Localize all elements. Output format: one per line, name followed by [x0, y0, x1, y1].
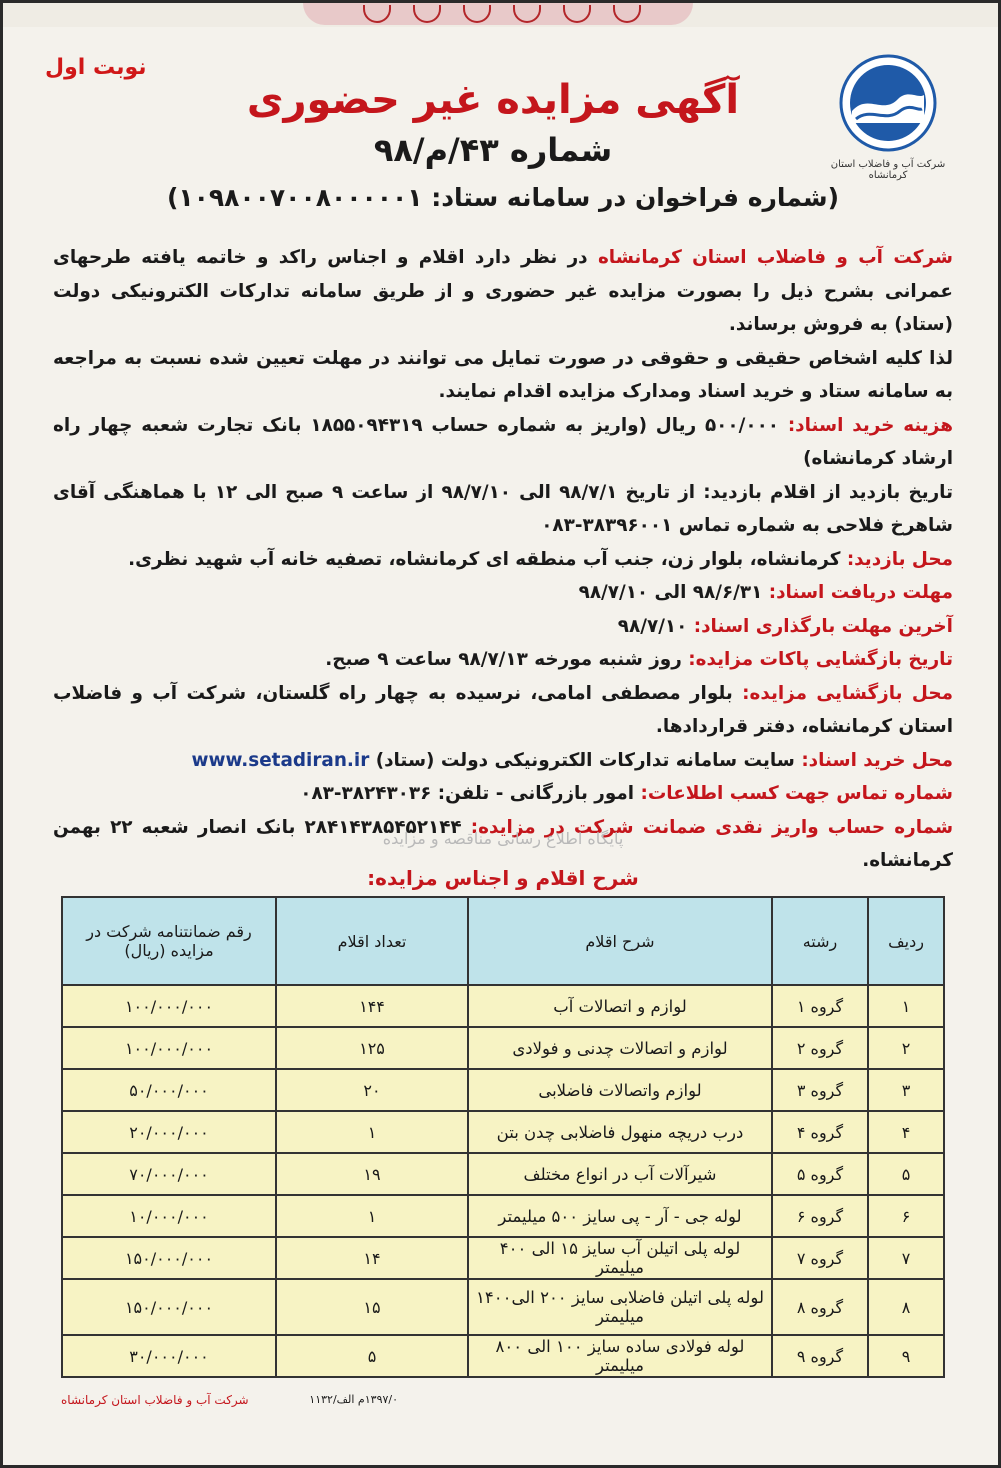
col-guarantee: رقم ضمانتنامه شرکت در مزایده (ریال) — [62, 897, 276, 985]
footer-company: شرکت آب و فاضلاب استان کرمانشاه — [61, 1393, 249, 1407]
visit-place: محل بازدید: کرمانشاه، بلوار زن، جنب آب منطقه ای کرمانشاه، تصفیه خانه آب شهید نظری. — [128, 548, 953, 570]
intro-paragraph: شرکت آب و فاضلاب استان کرمانشاه در نظر دارد اقلام و اجناس راکد و خاتمه یافته طرحهای عمرانی بشرح ذیل را بصورت مزایده غیر حضوری و از طریق سامانه تدارکات الکترونیکی دولت (ستاد) به فروش برساند. — [53, 247, 954, 335]
visit-date: تاریخ بازدید از اقلام بازدید: از تاریخ ۹۸/۷/۱ الی ۹۸/۷/۱۰ از ساعت ۹ صبح الی ۱۲ با هماهنگی آقای شاهرخ فلاحی به شماره تماس ۳۸۳۹۶۰۰۱-۰۸۳ — [53, 481, 953, 536]
ornament-band — [303, 3, 693, 25]
table-row: ۷ گروه ۷ لوله پلی اتیلن آب سایز ۱۵ الی ۴۰۰ میلیمتر ۱۴ ۱۵۰/۰۰۰/۰۰۰ — [62, 1237, 944, 1279]
top-decoration — [3, 3, 998, 27]
receive-deadline: مهلت دریافت اسناد: ۹۸/۶/۳۱ الی ۹۸/۷/۱۰ — [578, 582, 953, 603]
table-row: ۵ گروه ۵ شیرآلات آب در انواع مختلف ۱۹ ۷۰/۰۰۰/۰۰۰ — [62, 1153, 944, 1195]
website-link[interactable]: www.setadiran.ir — [191, 749, 370, 771]
doc-fee: هزینه خرید اسناد: ۵۰۰/۰۰۰ ریال (واریز به شماره حساب ۱۸۵۵۰۹۴۳۱۹ بانک تجارت شعبه چهار راه ارشاد کرمانشاه) — [53, 414, 953, 469]
contact: شماره تماس جهت کسب اطلاعات: امور بازرگانی - تلفن: ۳۸۲۴۳۰۳۶-۰۸۳ — [300, 783, 953, 804]
table-row: ۳ گروه ۳ لوازم واتصالات فاضلابی ۲۰ ۵۰/۰۰۰/۰۰۰ — [62, 1069, 944, 1111]
table-row: ۴ گروه ۴ درب دریچه منهول فاضلابی چدن بتن ۱ ۲۰/۰۰۰/۰۰۰ — [62, 1111, 944, 1153]
watermark-text: پایگاه اطلاع رسانی مناقصه و مزایده — [382, 829, 624, 848]
table-row: ۸ گروه ۸ لوله پلی اتیلن فاضلابی سایز ۲۰۰ الی۱۴۰۰ میلیمتر ۱۵ ۱۵۰/۰۰۰/۰۰۰ — [62, 1279, 944, 1335]
table-header-row — [62, 897, 944, 985]
round-label: نوبت اول — [45, 55, 147, 80]
items-table-title: شرح اقلام و اجناس مزایده: — [367, 866, 639, 890]
opening-place: محل بازگشایی مزایده: بلوار مصطفی امامی، نرسیده به چهار راه گلستان، شرکت آب و فاضلاب استان کرمانشاه، دفتر قراردادها. — [53, 682, 953, 737]
col-row: ردیف — [868, 897, 944, 985]
table-row: ۲ گروه ۲ لوازم و اتصالات چدنی و فولادی ۱۲۵ ۱۰۰/۰۰۰/۰۰۰ — [62, 1027, 944, 1069]
logo-caption: شرکت آب و فاضلاب استان کرمانشاه — [830, 159, 946, 181]
company-logo — [828, 53, 948, 183]
setad-call-number: (شماره فراخوان در سامانه ستاد: ۱۰۹۸۰۰۷۰۰۸۰۰۰۰۰۱) — [166, 183, 840, 212]
table-row: ۱ گروه ۱ لوازم و اتصالات آب ۱۴۴ ۱۰۰/۰۰۰/۰۰۰ — [62, 985, 944, 1027]
table-row: ۹ گروه ۹ لوله فولادی ساده سایز ۱۰۰ الی ۸۰۰ میلیمتر ۵ ۳۰/۰۰۰/۰۰۰ — [62, 1335, 944, 1377]
col-quantity: تعداد اقلام — [276, 897, 468, 985]
guarantee-account: شماره حساب واریز نقدی ضمانت شرکت در مزایده: ۲۸۴۱۴۳۸۵۴۵۲۱۴۴ بانک انصار شعبه ۲۲ بهمن کرمانشاه. — [53, 816, 954, 871]
auction-number: شماره ۴۳/م/۹۸ — [373, 131, 613, 169]
col-group: رشته — [772, 897, 868, 985]
announcement-body — [53, 241, 953, 878]
upload-deadline: آخرین مهلت بارگذاری اسناد: ۹۸/۷/۱۰ — [617, 615, 953, 637]
invite-paragraph: لذا کلیه اشخاص حقیقی و حقوقی در صورت تمایل می توانند در مهلت تعیین شده نسبت به مراجعه به سامانه ستاد و خرید اسناد ومدارک مزایده اقدام نمایند. — [53, 347, 953, 402]
table-row: ۶ گروه ۶ لوله جی - آر - پی سایز ۵۰۰ میلیمتر ۱ ۱۰/۰۰۰/۰۰۰ — [62, 1195, 944, 1237]
col-description: شرح اقلام — [468, 897, 772, 985]
water-wave-logo-icon — [838, 53, 938, 153]
opening-date: تاریخ بازگشایی پاکات مزایده: روز شنبه مورخه ۹۸/۷/۱۳ ساعت ۹ صبح. — [325, 649, 953, 670]
footer — [3, 1381, 998, 1431]
purchase-place: محل خرید اسناد: سایت سامانه تدارکات الکترونیکی دولت (ستاد) www.setadiran.ir — [191, 749, 953, 771]
footer-ref: ۱۳۹۷/۰م الف/۱۱۳۲ — [309, 1393, 398, 1406]
items-table — [61, 896, 945, 1378]
page-title: آگهی مزایده غیر حضوری — [246, 77, 740, 123]
